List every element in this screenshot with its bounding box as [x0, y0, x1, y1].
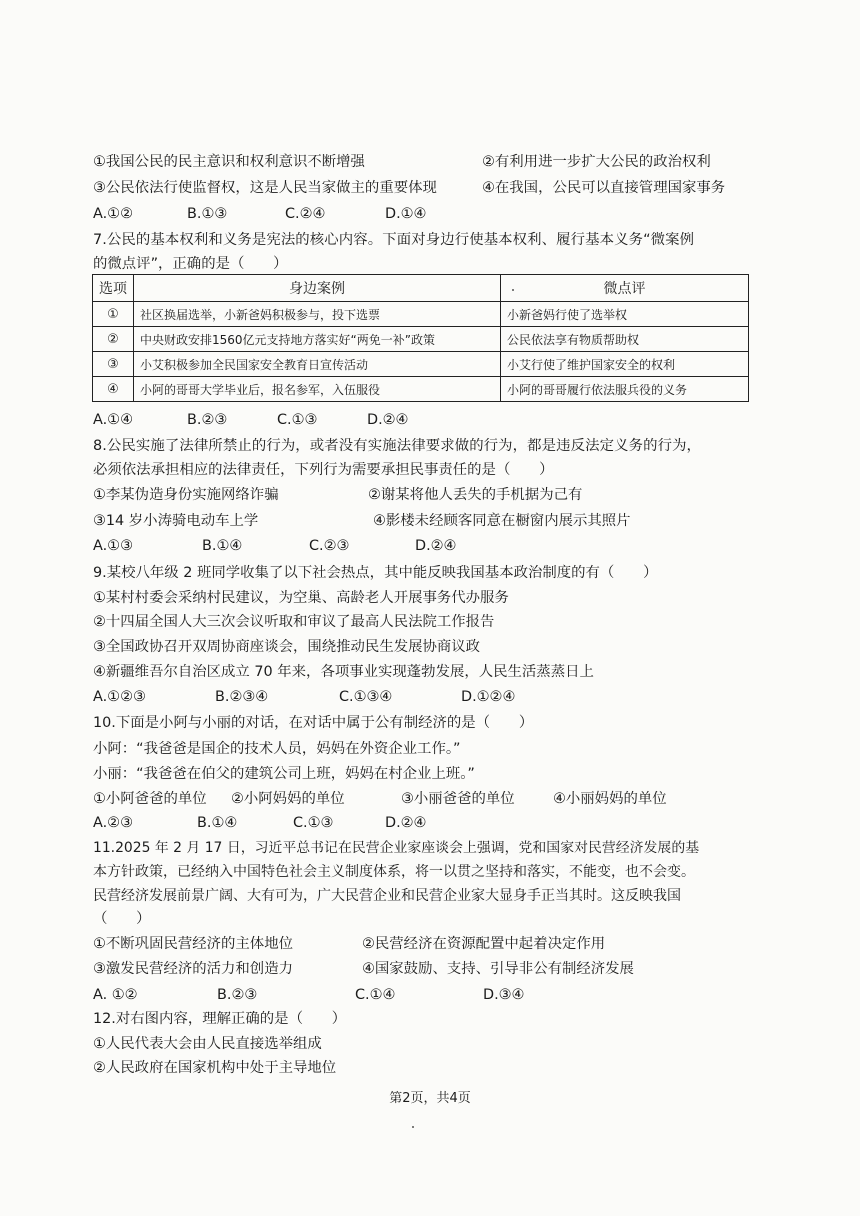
row-number: ③ [93, 352, 134, 377]
row-comment: 小艾行使了维护国家安全的权利 [501, 352, 749, 377]
table-row [93, 327, 749, 352]
row-number: ④ [93, 377, 134, 402]
header-option: 选项 [93, 275, 134, 302]
q8-statement-4: ④影楼未经顾客同意在橱窗内展示其照片 [373, 513, 631, 529]
option-b: B.②③ [217, 987, 258, 1003]
q9-statement-3: ③全国政协召开双周协商座谈会，围绕推动民生发展协商议政 [93, 639, 481, 655]
option-c: C.②④ [285, 206, 326, 222]
q6-options [93, 204, 493, 224]
q8-statement-2: ②谢某将他人丢失的手机据为己有 [368, 487, 583, 503]
row-comment: 公民依法享有物质帮助权 [501, 327, 749, 352]
q11-stem-line-3: 民营经济发展前景广阔、大有可为，广大民营企业和民营企业家大显身手正当其时。这反映我国 [93, 888, 681, 904]
option-b: B.①③ [187, 206, 228, 222]
option-c: C.①③ [293, 815, 334, 831]
table-row [93, 302, 749, 327]
option-b: B.②③ [187, 412, 228, 428]
option-d: D.①④ [385, 206, 427, 222]
q7-options [93, 410, 493, 430]
option-a: A. ①② [93, 987, 138, 1003]
q10-statements [93, 789, 693, 809]
q7-case-table [92, 274, 749, 402]
page-footer: 第2页，共4页 [389, 1091, 471, 1106]
option-b: B.①④ [202, 538, 243, 554]
q9-statement-2: ②十四届全国人大三次会议听取和审议了最高人民法院工作报告 [93, 614, 495, 630]
scan-speck [412, 1126, 414, 1128]
q9-statement-1: ①某村村委会采纳村民建议，为空巢、高龄老人开展事务代办服务 [93, 590, 509, 606]
q10-statement-1: ①小阿爸爸的单位 [93, 791, 207, 807]
q7-stem-line-2: 的微点评”，正确的是（ ） [93, 256, 288, 272]
option-d: D.②④ [415, 538, 457, 554]
row-comment: 小新爸妈行使了选举权 [501, 302, 749, 327]
q11-stem-line-2: 本方针政策，已经纳入中国特色社会主义制度体系，将一以贯之坚持和落实，不能变，也不会变。 [93, 864, 695, 880]
q8-options [93, 536, 513, 556]
q12-statement-2: ②人民政府在国家机构中处于主导地位 [93, 1060, 337, 1076]
row-number: ① [93, 302, 134, 327]
option-b: B.②③④ [215, 689, 269, 705]
q11-statement-3: ③激发民营经济的活力和创造力 [93, 961, 293, 977]
header-case: 身边案例 [134, 275, 501, 302]
q11-options [93, 985, 553, 1005]
option-d: D.②④ [367, 412, 409, 428]
option-a: A.②③ [93, 815, 133, 831]
table-row [93, 377, 749, 402]
option-a: A.①④ [93, 412, 133, 428]
q11-statement-1: ①不断巩固民营经济的主体地位 [93, 936, 293, 952]
q10-dialogue-1: 小阿：“我爸爸是国企的技术人员，妈妈在外资企业工作。” [93, 741, 461, 757]
row-case: 小艾积极参加全民国家安全教育日宣传活动 [134, 352, 501, 377]
option-a: A.①③ [93, 538, 133, 554]
option-c: C.①③ [277, 412, 318, 428]
header-comment: 微点评 [501, 275, 749, 302]
option-c: C.②③ [309, 538, 350, 554]
q11-statement-4: ④国家鼓励、支持、引导非公有制经济发展 [362, 961, 634, 977]
q10-stem: 10.下面是小阿与小丽的对话，在对话中属于公有制经济的是（ ） [93, 715, 534, 731]
q8-statement-3: ③14 岁小涛骑电动车上学 [93, 513, 259, 529]
option-a: A.①②③ [93, 689, 146, 705]
option-a: A.①② [93, 206, 133, 222]
q10-dialogue-2: 小丽：“我爸爸在伯父的建筑公司上班，妈妈在村企业上班。” [93, 766, 475, 782]
q9-options [93, 687, 563, 707]
q10-statement-3: ③小丽爸爸的单位 [401, 791, 515, 807]
option-c: C.①④ [355, 987, 396, 1003]
option-d: D.②④ [385, 815, 427, 831]
row-number: ② [93, 327, 134, 352]
q9-stem: 9.某校八年级 2 班同学收集了以下社会热点，其中能反映我国基本政治制度的有（ ） [93, 565, 658, 581]
q6-statement-1: ①我国公民的民主意识和权利意识不断增强 [93, 154, 365, 170]
row-case: 社区换届选举，小新爸妈积极参与，投下选票 [134, 302, 501, 327]
option-d: D.①②④ [461, 689, 516, 705]
row-case: 中央财政安排1560亿元支持地方落实好“两免一补”政策 [134, 327, 501, 352]
row-case: 小阿的哥哥大学毕业后，报名参军，入伍服役 [134, 377, 501, 402]
q6-statement-3: ③公民依法行使监督权，这是人民当家做主的重要体现 [93, 180, 437, 196]
option-b: B.①④ [197, 815, 238, 831]
option-c: C.①③④ [339, 689, 393, 705]
q12-stem: 12.对右图内容，理解正确的是（ ） [93, 1011, 347, 1027]
q10-statement-2: ②小阿妈妈的单位 [231, 791, 345, 807]
table-header-row [93, 275, 749, 302]
table-row [93, 352, 749, 377]
q9-statement-4: ④新疆维吾尔自治区成立 70 年来，各项事业实现蓬勃发展，人民生活蒸蒸日上 [93, 664, 594, 680]
q8-statement-1: ①李某伪造身份实施网络诈骗 [93, 487, 279, 503]
q8-stem-line-2: 必须依法承担相应的法律责任，下列行为需要承担民事责任的是（ ） [93, 462, 554, 478]
q6-statement-4: ④在我国，公民可以直接管理国家事务 [482, 180, 726, 196]
option-d: D.③④ [483, 987, 525, 1003]
q10-statement-4: ④小丽妈妈的单位 [553, 791, 667, 807]
q8-stem-line-1: 8.公民实施了法律所禁止的行为，或者没有实施法律要求做的行为，都是违反法定义务的行为， [93, 438, 702, 454]
q11-statement-2: ②民营经济在资源配置中起着决定作用 [362, 936, 606, 952]
q6-statement-2: ②有利用进一步扩大公民的政治权利 [482, 154, 711, 170]
q7-stem-line-1: 7.公民的基本权利和义务是宪法的核心内容。下面对身边行使基本权利、履行基本义务“微案例 [93, 232, 695, 248]
scan-speck [512, 289, 514, 291]
q11-stem-line-4: （ ） [93, 911, 151, 927]
q12-statement-1: ①人民代表大会由人民直接选举组成 [93, 1036, 322, 1052]
q11-stem-line-1: 11.2025 年 2 月 17 日，习近平总书记在民营企业家座谈会上强调，党和国家对民营经济发展的基 [93, 840, 700, 856]
q10-options [93, 813, 493, 833]
row-comment: 小阿的哥哥履行依法服兵役的义务 [501, 377, 749, 402]
